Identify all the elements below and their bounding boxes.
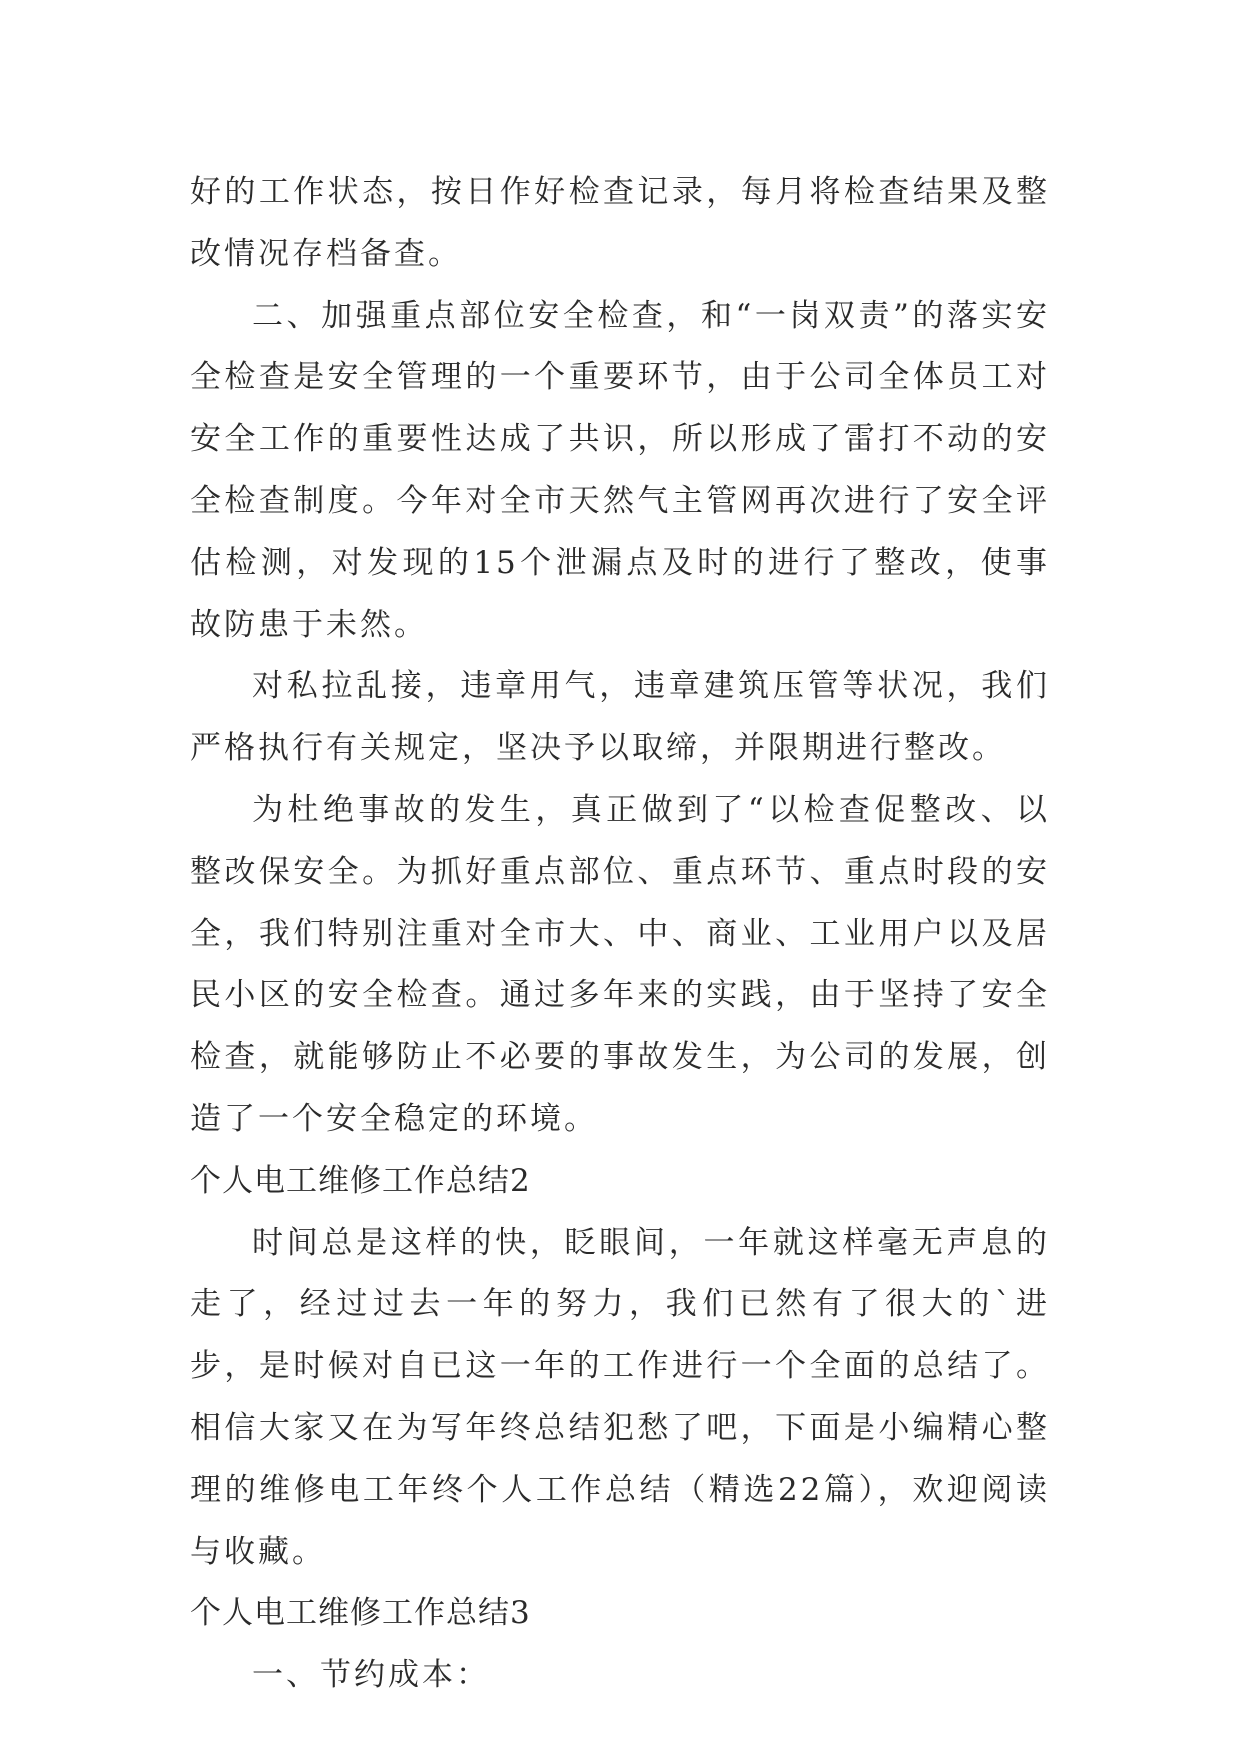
section-heading-3: 个人电工维修工作总结3	[190, 1595, 531, 1632]
paragraph-1: 好的工作状态，按日作好检查记录，每月将检查结果及整改情况存档备查。	[190, 174, 1050, 272]
paragraph-6: 一、节约成本：	[252, 1657, 490, 1694]
paragraph-2: 二、加强重点部位安全检查，和“一岗双责”的落实安全检查是安全管理的一个重要环节，由于公司全体员工对安全工作的重要性达成了共识，所以形成了雷打不动的安全检查制度。今年对全市天然气主管网再次进行了安全评估检测，对发现的15个泄漏点及时的进行了整改，使事故防患于未然。	[190, 297, 1050, 643]
paragraph-5: 时间总是这样的快，眨眼间，一年就这样毫无声息的走了，经过过去一年的努力，我们已然有了很大的`进步，是时候对自已这一年的工作进行一个全面的总结了。相信大家又在为写年终总结犯愁了吧，下面是小编精心整理的维修电工年终个人工作总结（精选22篇），欢迎阅读与收藏。	[190, 1224, 1050, 1570]
paragraph-3: 对私拉乱接，违章用气，违章建筑压管等状况，我们严格执行有关规定，坚决予以取缔，并限期进行整改。	[190, 668, 1050, 767]
section-heading-2: 个人电工维修工作总结2	[190, 1162, 531, 1199]
document-body	[190, 162, 1050, 1707]
paragraph-4: 为杜绝事故的发生，真正做到了“以检查促整改、以整改保安全。为抓好重点部位、重点环节、重点时段的安全，我们特别注重对全市大、中、商业、工业用户以及居民小区的安全检查。通过多年来的实践，由于坚持了安全检查，就能够防止不必要的事故发生，为公司的发展，创造了一个安全稳定的环境。	[190, 791, 1050, 1137]
